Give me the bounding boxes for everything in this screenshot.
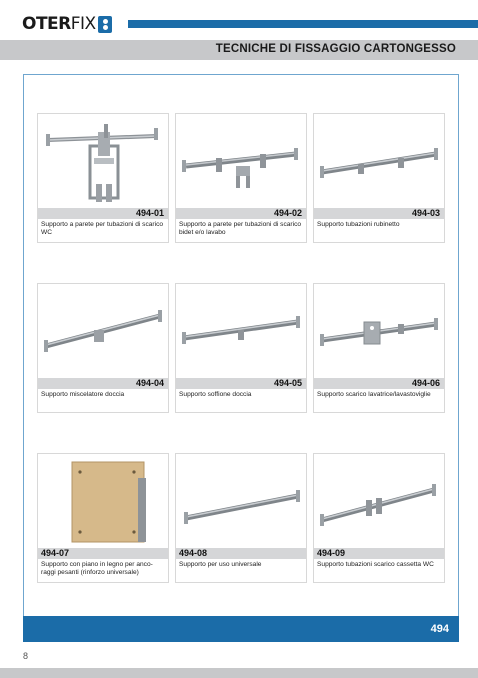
product-description: Supporto tubazioni scarico cassetta WC <box>317 561 434 568</box>
product-image <box>176 114 306 208</box>
product-code-bar <box>314 378 444 389</box>
product-code: 494-03 <box>411 208 440 218</box>
product-code: 494-04 <box>135 378 164 388</box>
product-code-bar <box>314 208 444 219</box>
product-card[interactable] <box>175 283 307 413</box>
catalog-page-bar <box>23 616 459 642</box>
product-image <box>314 284 444 378</box>
product-description: Supporto tubazioni rubinetto <box>317 221 400 228</box>
product-code-bar <box>38 378 168 389</box>
catalog-page-label: 494 <box>430 623 449 635</box>
product-description: Supporto soffione doccia <box>179 391 252 398</box>
product-code-bar <box>38 208 168 219</box>
section-title: TECNICHE DI FISSAGGIO CARTONGESSO <box>215 43 456 55</box>
product-description: Supporto con piano in legno per anco-raggi pesanti (rinforzo universale) <box>41 561 153 576</box>
product-card[interactable] <box>37 283 169 413</box>
title-band <box>0 40 478 60</box>
product-code: 494-02 <box>273 208 302 218</box>
header-accent-stripe <box>128 20 478 28</box>
product-code: 494-05 <box>273 378 302 388</box>
product-card[interactable] <box>37 453 169 583</box>
product-card[interactable] <box>37 113 169 243</box>
product-image <box>314 114 444 208</box>
brand-mark-icon <box>98 16 112 33</box>
product-image <box>176 284 306 378</box>
product-code-bar <box>314 548 444 559</box>
product-card[interactable] <box>175 453 307 583</box>
product-description: Supporto per uso universale <box>179 561 262 568</box>
product-card[interactable] <box>313 453 445 583</box>
product-image <box>38 114 168 208</box>
product-code: 494-07 <box>41 548 70 558</box>
product-image <box>176 454 306 548</box>
product-card[interactable] <box>175 113 307 243</box>
product-description: Supporto miscelatore doccia <box>41 391 125 398</box>
product-code: 494-06 <box>411 378 440 388</box>
product-description: Supporto scarico lavatrice/lavastoviglie <box>317 391 431 398</box>
catalog-frame <box>23 74 459 642</box>
footer-band <box>0 668 478 678</box>
product-code-bar <box>176 208 306 219</box>
brand-logo <box>22 14 112 34</box>
product-code-bar <box>176 548 306 559</box>
product-description: Supporto a parete per tubazioni di scarico bidet e/o lavabo <box>179 221 302 236</box>
product-code: 494-08 <box>179 548 208 558</box>
product-code: 494-01 <box>135 208 164 218</box>
product-image <box>314 454 444 548</box>
page-number: 8 <box>23 651 29 661</box>
top-bar <box>0 0 478 40</box>
product-card[interactable] <box>313 283 445 413</box>
brand-name-light: FIX <box>70 14 96 34</box>
product-card[interactable] <box>313 113 445 243</box>
product-image <box>38 284 168 378</box>
brand-name-bold: OTER <box>22 14 71 34</box>
product-image <box>38 454 168 548</box>
product-description: Supporto a parete per tubazioni di scarico WC <box>41 221 164 236</box>
product-code-bar <box>176 378 306 389</box>
product-code: 494-09 <box>317 548 346 558</box>
product-code-bar <box>38 548 168 559</box>
